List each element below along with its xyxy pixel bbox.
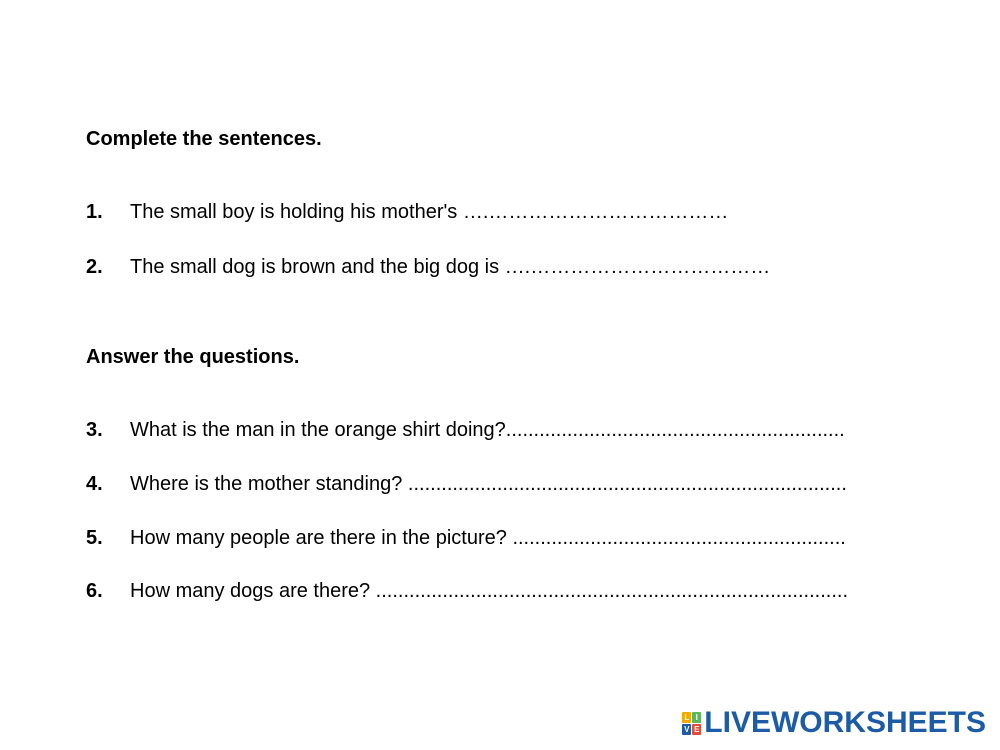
- item-number: 6.: [86, 580, 103, 602]
- question-item-6: [86, 581, 848, 601]
- item-number: 2.: [86, 256, 103, 278]
- logo-letter-v: V: [684, 724, 690, 734]
- item-number: 4.: [86, 473, 103, 495]
- sentence-item-2: [86, 257, 770, 277]
- item-text: Where is the mother standing? ...............................................................................: [130, 473, 847, 495]
- question-item-4: [86, 474, 847, 494]
- logo-letter-i: I: [692, 712, 701, 723]
- brand-name: LIVEWORKSHEETS: [704, 706, 986, 739]
- item-number: 5.: [86, 527, 103, 549]
- liveworksheets-brand: [682, 708, 986, 738]
- item-number: 3.: [86, 419, 103, 441]
- item-text: How many dogs are there? .....................................................................................: [130, 580, 848, 602]
- item-text: The small boy is holding his mother's ….………………………………: [130, 201, 729, 223]
- question-item-3: [86, 420, 845, 440]
- sentence-item-1: [86, 202, 728, 222]
- item-number: 1.: [86, 201, 103, 223]
- logo-letter-e: E: [694, 724, 700, 734]
- item-text: The small dog is brown and the big dog is ….………………………………: [130, 256, 771, 278]
- item-text: What is the man in the orange shirt doing?.............................................................: [130, 419, 845, 441]
- section-heading-complete: Complete the sentences.: [86, 128, 322, 150]
- item-text: How many people are there in the picture? ............................................................: [130, 527, 846, 549]
- logo-letter-l: L: [682, 712, 691, 723]
- section-heading-answer: Answer the questions.: [86, 346, 300, 368]
- question-item-5: [86, 528, 846, 548]
- liveworksheets-logo-icon: [682, 712, 701, 735]
